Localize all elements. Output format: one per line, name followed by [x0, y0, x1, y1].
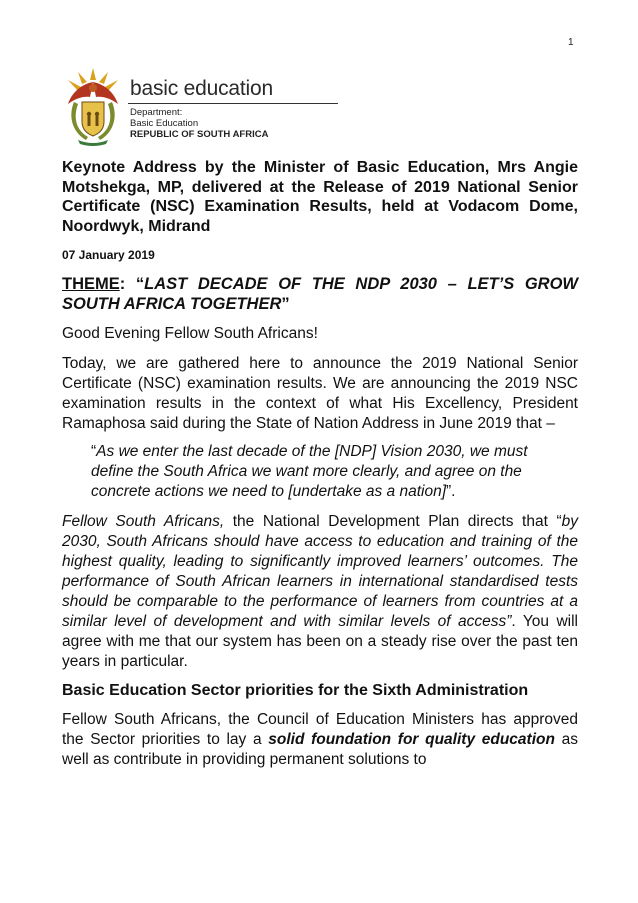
theme-slogan: LAST DECADE OF THE NDP 2030 – LET’S GROW SOUTH AFRICA TOGETHER — [62, 275, 578, 313]
theme-label: THEME — [62, 275, 120, 293]
priorities-end: as well as contribute in providing permanent solutions to — [62, 731, 578, 768]
priorities-emphasis: solid foundation for quality education — [268, 731, 555, 748]
priorities-start: Fellow South Africans, the Council of Education Ministers has approved the Sector priorities to lay a — [62, 711, 578, 748]
ndp-tail: . You will agree with me that our system has been on a steady rise over the past ten years in particular. — [62, 613, 579, 670]
keynote-title: Keynote Address by the Minister of Basic Education, Mrs Angie Motshekga, MP, delivered at the Release of 2019 National Senior Certificate (NSC) Examination Results, held at Vodacom Dome, Noordwyk, Midrand — [62, 159, 578, 235]
theme-colon: : — [119, 275, 126, 293]
dept-country: REPUBLIC OF SOUTH AFRICA — [130, 129, 269, 140]
paragraph-priorities — [62, 710, 578, 770]
theme-line — [62, 274, 578, 314]
dept-line: Department: — [130, 107, 183, 118]
department-header — [60, 66, 290, 146]
quote-text: As we enter the last decade of the [NDP] Vision 2030, we must define the South Africa we want more clearly, and agree on the concrete actions we need to [undertake as a nation] — [91, 443, 528, 500]
theme-open-quote: “ — [125, 275, 145, 293]
dept-line: Basic Education — [130, 118, 199, 129]
speech-date: 07 January 2019 — [62, 248, 155, 262]
coat-of-arms-icon — [60, 66, 126, 146]
ndp-quote: by 2030, South Africans should have access to education and training of the highest quality, leading to significantly improved learners’ outcomes. The performance of South African learners in international standardised tests should be comparable to the performance of learners from countries at a similar level of development and with similar levels of access” — [62, 513, 578, 630]
brand-title: basic education — [130, 77, 273, 100]
theme-close-quote: ” — [281, 295, 290, 313]
sona-quote — [91, 442, 551, 502]
department-block — [130, 107, 268, 140]
page-number: 1 — [568, 37, 574, 48]
section-heading: Basic Education Sector priorities for the Sixth Administration — [62, 682, 529, 699]
document-body — [62, 158, 578, 770]
greeting: Good Evening Fellow South Africans! — [62, 325, 318, 342]
paragraph-ndp — [62, 512, 578, 672]
ndp-lead: Fellow South Africans, — [62, 513, 225, 530]
brand-divider — [128, 103, 338, 104]
quote-close: ”. — [446, 483, 456, 500]
ndp-mid: the National Development Plan directs that “ — [224, 513, 562, 530]
paragraph-intro: Today, we are gathered here to announce the 2019 National Senior Certificate (NSC) examination results. We are announcing the 2019 NSC examination results in the context of what His Excellency, President Ramaphosa said during the State of Nation Address in June 2019 that – — [62, 355, 578, 432]
quote-open: “ — [91, 443, 97, 460]
